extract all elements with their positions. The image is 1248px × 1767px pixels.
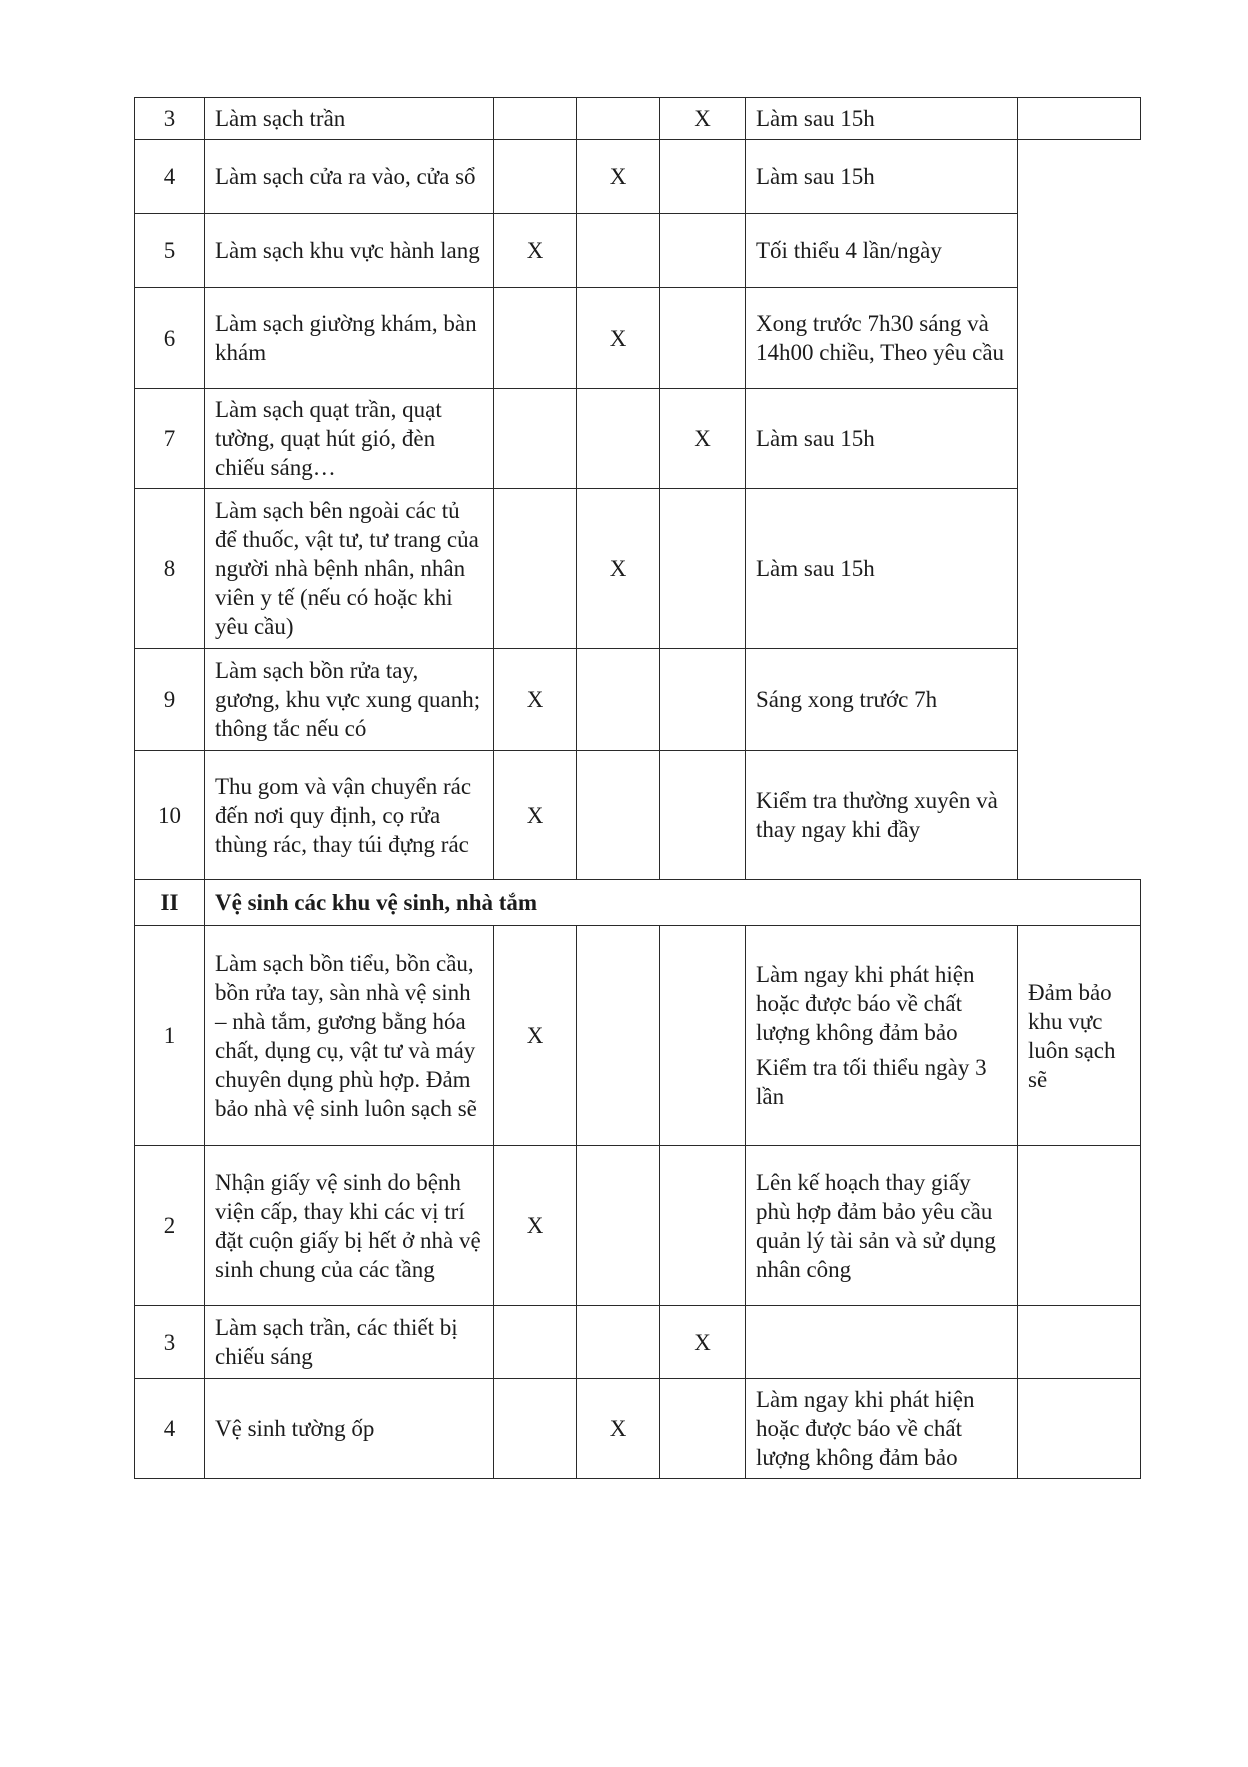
note-line: Làm sau 15h [756, 164, 875, 189]
task-note [746, 649, 1018, 751]
section-header-row [135, 880, 1141, 926]
task-note [746, 751, 1018, 880]
task-note [746, 288, 1018, 389]
frequency-mark-monthly [660, 214, 746, 288]
table-row [135, 140, 1141, 214]
note-line: Làm sau 15h [756, 426, 875, 451]
frequency-mark-monthly [660, 751, 746, 880]
table-row [135, 98, 1141, 140]
row-number: 9 [135, 649, 205, 751]
extra-requirement [1018, 214, 1141, 288]
frequency-mark-daily [494, 1306, 577, 1379]
extra-requirement [1018, 489, 1141, 649]
extra-requirement [1018, 1379, 1141, 1479]
extra-requirement [1018, 1306, 1141, 1379]
frequency-mark-weekly [577, 649, 660, 751]
frequency-mark-weekly [577, 751, 660, 880]
extra-requirement: Đảm bảo khu vực luôn sạch sẽ [1018, 926, 1141, 1146]
frequency-mark-weekly: X [577, 288, 660, 389]
frequency-mark-weekly [577, 1146, 660, 1306]
extra-requirement [1018, 140, 1141, 214]
table-row [135, 214, 1141, 288]
task-description: Làm sạch bồn rửa tay, gương, khu vực xung quanh; thông tắc nếu có [205, 649, 494, 751]
frequency-mark-monthly: X [660, 1306, 746, 1379]
frequency-mark-monthly [660, 926, 746, 1146]
task-note [746, 1379, 1018, 1479]
frequency-mark-daily: X [494, 214, 577, 288]
section-title: Vệ sinh các khu vệ sinh, nhà tắm [205, 880, 1141, 926]
table-row [135, 649, 1141, 751]
frequency-mark-monthly [660, 140, 746, 214]
frequency-mark-daily [494, 489, 577, 649]
row-number: 7 [135, 389, 205, 489]
extra-requirement [1018, 649, 1141, 751]
table-row [135, 926, 1141, 1146]
frequency-mark-daily [494, 140, 577, 214]
task-description: Làm sạch khu vực hành lang [205, 214, 494, 288]
frequency-mark-daily: X [494, 751, 577, 880]
task-description: Thu gom và vận chuyển rác đến nơi quy định, cọ rửa thùng rác, thay túi đựng rác [205, 751, 494, 880]
task-note [746, 389, 1018, 489]
note-line: Xong trước 7h30 sáng và 14h00 chiều, Theo yêu cầu [756, 311, 1005, 365]
frequency-mark-daily: X [494, 649, 577, 751]
task-description: Làm sạch giường khám, bàn khám [205, 288, 494, 389]
task-description: Nhận giấy vệ sinh do bệnh viện cấp, thay khi các vị trí đặt cuộn giấy bị hết ở nhà vệ sinh chung của các tầng [205, 1146, 494, 1306]
frequency-mark-daily: X [494, 1146, 577, 1306]
frequency-mark-daily: X [494, 926, 577, 1146]
note-line: Tối thiểu 4 lần/ngày [756, 238, 942, 263]
frequency-mark-weekly: X [577, 140, 660, 214]
note-line: Sáng xong trước 7h [756, 687, 938, 712]
extra-requirement [1018, 389, 1141, 489]
note-line: Làm ngay khi phát hiện hoặc được báo về chất lượng không đảm bảo [756, 1387, 975, 1470]
frequency-mark-monthly [660, 649, 746, 751]
frequency-mark-weekly [577, 214, 660, 288]
row-number: 4 [135, 1379, 205, 1479]
row-number: 4 [135, 140, 205, 214]
table-row [135, 489, 1141, 649]
extra-requirement [1018, 1146, 1141, 1306]
task-note [746, 1146, 1018, 1306]
section-number: II [135, 880, 205, 926]
frequency-mark-daily [494, 389, 577, 489]
frequency-mark-weekly: X [577, 489, 660, 649]
task-note [746, 1306, 1018, 1379]
frequency-mark-monthly [660, 1146, 746, 1306]
frequency-mark-monthly: X [660, 389, 746, 489]
row-number: 3 [135, 98, 205, 140]
task-note [746, 926, 1018, 1146]
row-number: 10 [135, 751, 205, 880]
row-number: 3 [135, 1306, 205, 1379]
task-description: Làm sạch bồn tiểu, bồn cầu, bồn rửa tay, sàn nhà vệ sinh – nhà tắm, gương bằng hóa chất, dụng cụ, vật tư và máy chuyên dụng phù hợp. Đảm bảo nhà vệ sinh luôn sạch sẽ [205, 926, 494, 1146]
task-note [746, 489, 1018, 649]
task-note [746, 214, 1018, 288]
note-line: Kiểm tra thường xuyên và thay ngay khi đầy [756, 788, 998, 842]
extra-requirement [1018, 288, 1141, 389]
frequency-mark-weekly [577, 389, 660, 489]
frequency-mark-daily [494, 288, 577, 389]
note-line: Làm ngay khi phát hiện hoặc được báo về chất lượng không đảm bảo [756, 962, 975, 1045]
frequency-mark-weekly [577, 98, 660, 140]
note-line: Lên kế hoạch thay giấy phù hợp đảm bảo yêu cầu quản lý tài sản và sử dụng nhân công [756, 1169, 996, 1282]
row-number: 8 [135, 489, 205, 649]
task-description: Làm sạch bên ngoài các tủ để thuốc, vật tư, tư trang của người nhà bệnh nhân, nhân viên y tế (nếu có hoặc khi yêu cầu) [205, 489, 494, 649]
frequency-mark-weekly [577, 926, 660, 1146]
task-description: Làm sạch trần [205, 98, 494, 140]
table-row [135, 1379, 1141, 1479]
frequency-mark-monthly [660, 288, 746, 389]
frequency-mark-daily [494, 98, 577, 140]
row-number: 6 [135, 288, 205, 389]
table-row [135, 1306, 1141, 1379]
task-description: Vệ sinh tường ốp [205, 1379, 494, 1479]
table-row [135, 1146, 1141, 1306]
extra-requirement [1018, 751, 1141, 880]
frequency-mark-monthly [660, 1379, 746, 1479]
frequency-mark-daily [494, 1379, 577, 1479]
table-row [135, 751, 1141, 880]
cleaning-schedule-table [134, 97, 1141, 1479]
task-description: Làm sạch cửa ra vào, cửa sổ [205, 140, 494, 214]
task-note [746, 140, 1018, 214]
frequency-mark-weekly [577, 1306, 660, 1379]
extra-requirement [1018, 98, 1141, 140]
row-number: 1 [135, 926, 205, 1146]
table-row [135, 288, 1141, 389]
task-note [746, 98, 1018, 140]
frequency-mark-monthly [660, 489, 746, 649]
frequency-mark-weekly: X [577, 1379, 660, 1479]
frequency-mark-monthly: X [660, 98, 746, 140]
task-description: Làm sạch quạt trần, quạt tường, quạt hút gió, đèn chiếu sáng… [205, 389, 494, 489]
row-number: 2 [135, 1146, 205, 1306]
note-line: Kiểm tra tối thiểu ngày 3 lần [756, 1055, 987, 1109]
task-description: Làm sạch trần, các thiết bị chiếu sáng [205, 1306, 494, 1379]
note-line: Làm sau 15h [756, 106, 875, 131]
note-line: Làm sau 15h [756, 556, 875, 581]
table-row [135, 389, 1141, 489]
row-number: 5 [135, 214, 205, 288]
